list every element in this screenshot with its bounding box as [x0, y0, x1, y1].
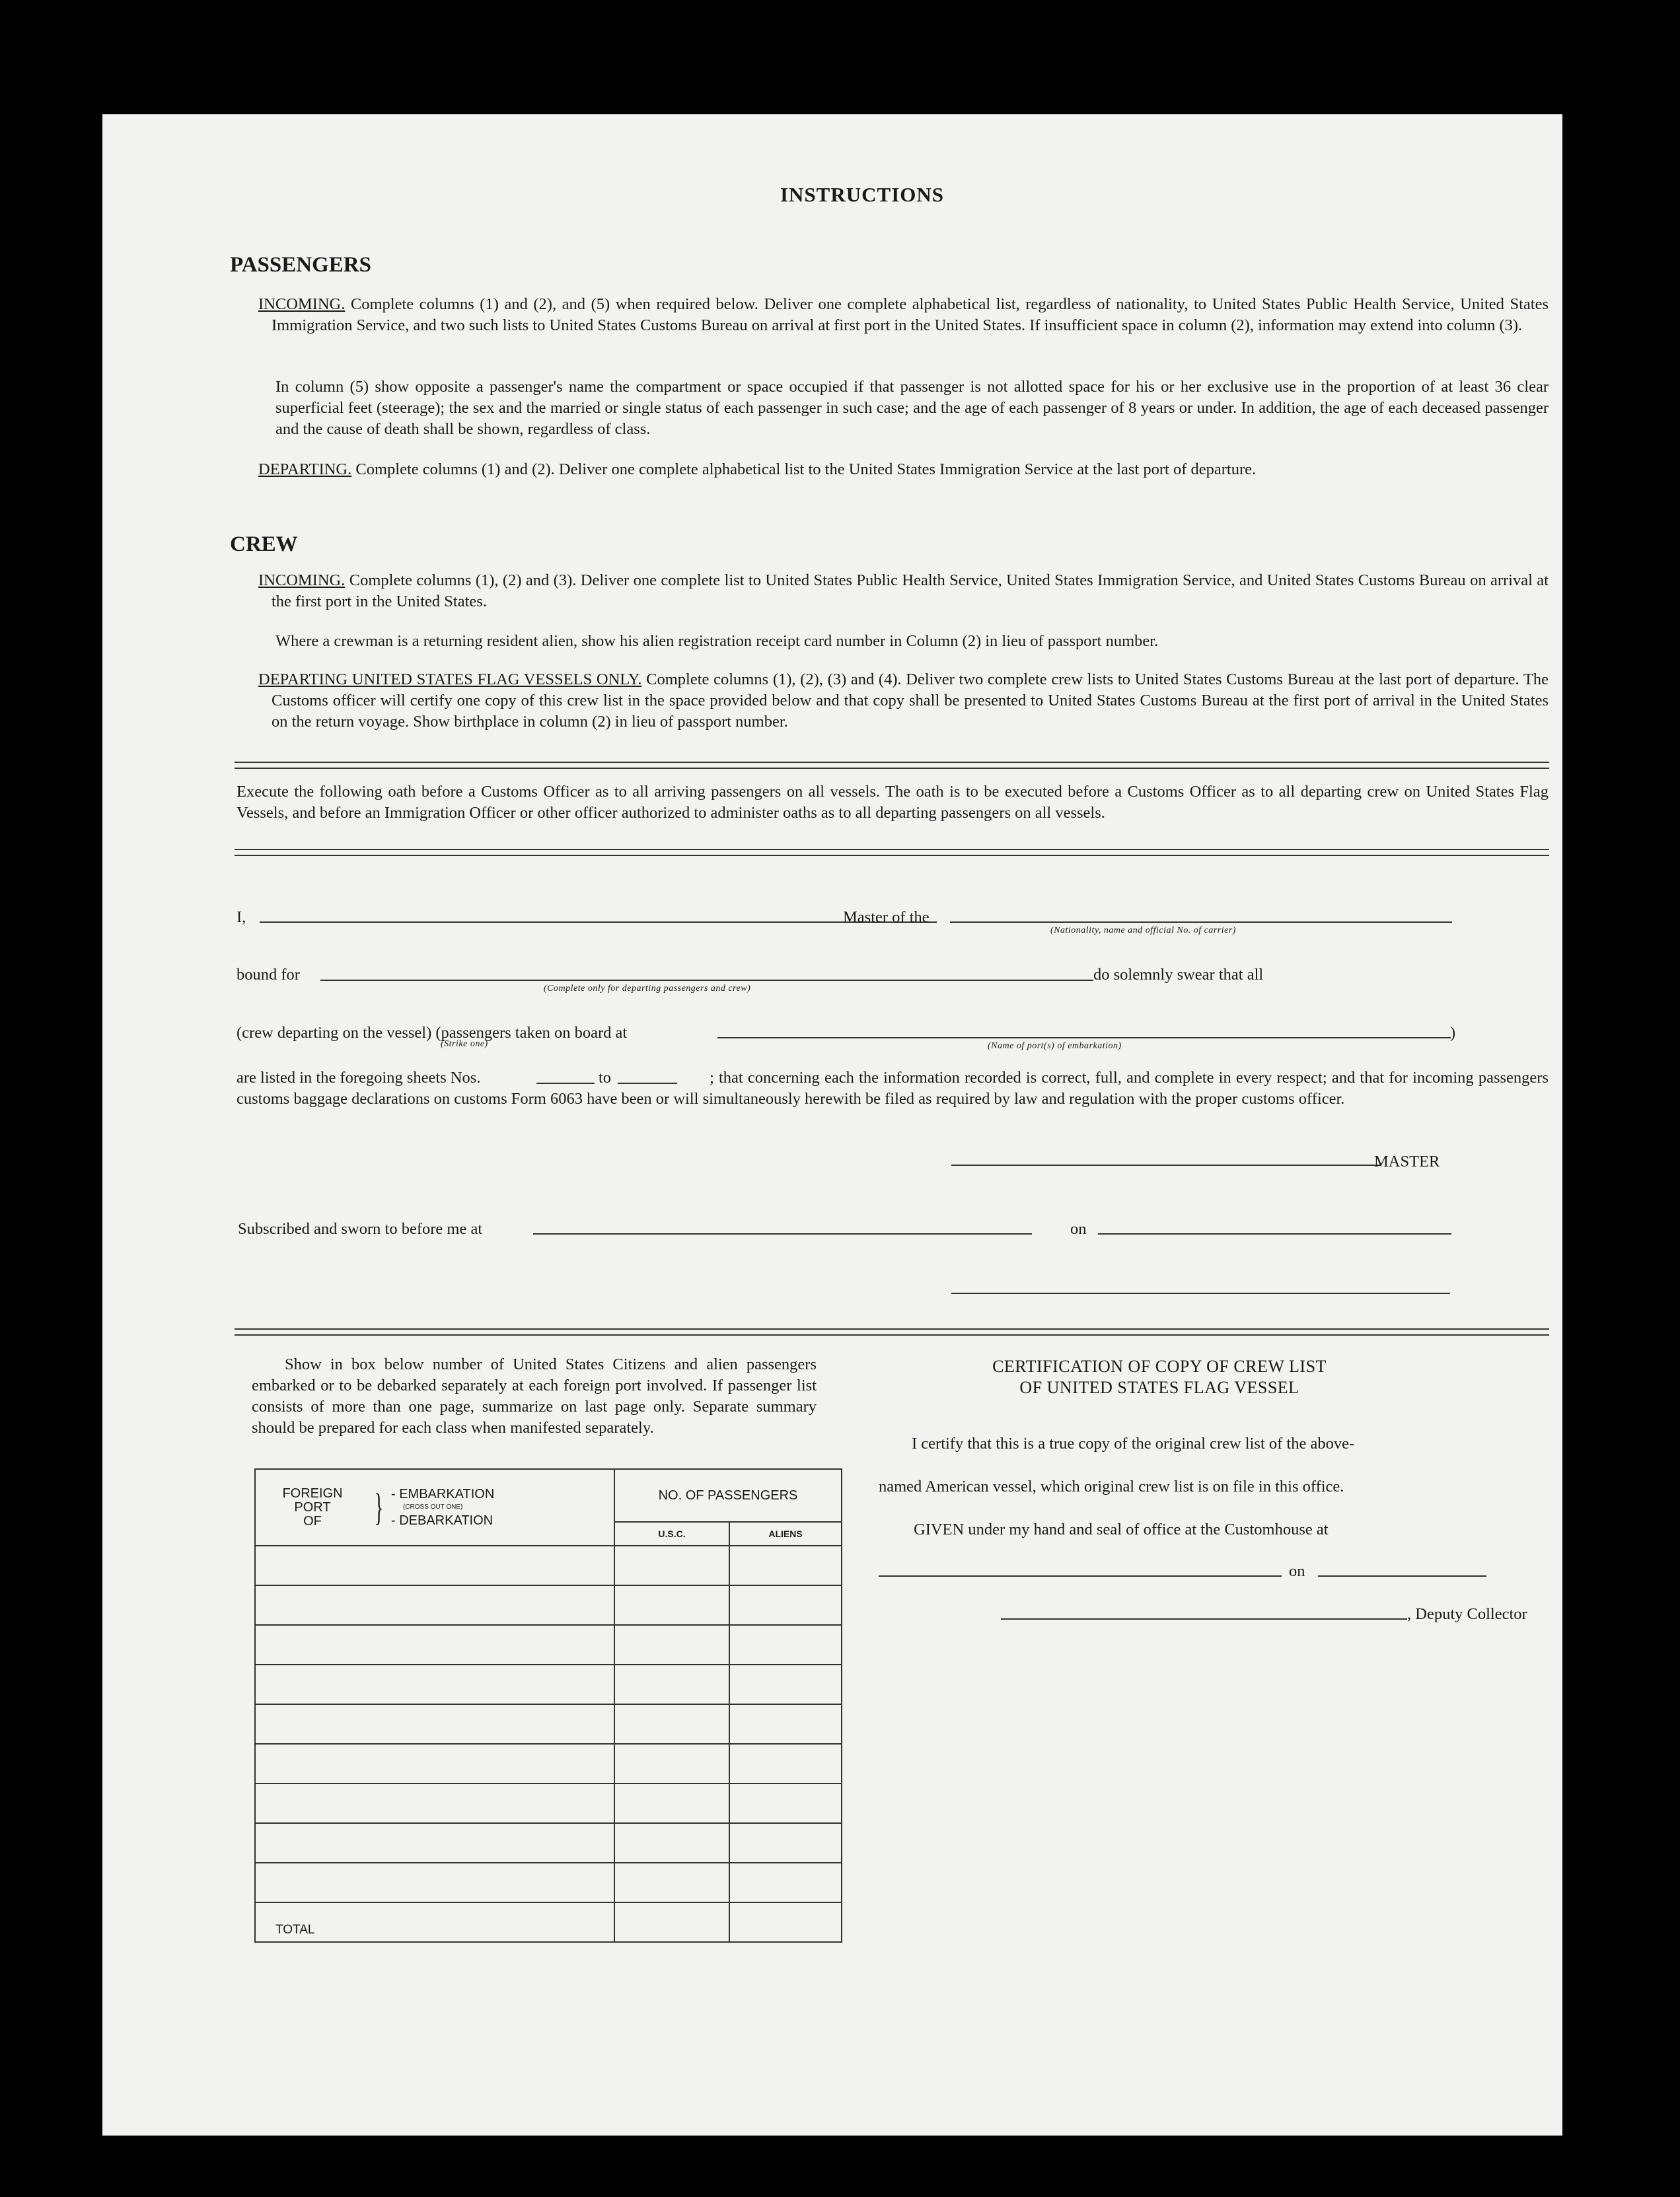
- port-cell[interactable]: [255, 1665, 614, 1704]
- embarkation-port-field[interactable]: [717, 1037, 1451, 1038]
- double-rule-top: [235, 762, 1549, 769]
- foreign-label: FOREIGN: [282, 1486, 343, 1501]
- passengers-heading: PASSENGERS: [230, 253, 371, 277]
- aliens-cell[interactable]: [729, 1665, 842, 1704]
- usc-header: U.S.C.: [614, 1522, 729, 1546]
- passengers-incoming-paragraph: [258, 294, 1549, 336]
- master-label: MASTER: [1374, 1153, 1440, 1171]
- cross-out-label: (CROSS OUT ONE): [403, 1503, 463, 1511]
- crew-resident-paragraph: Where a crewman is a returning resident alien, show his alien registration receipt card number in Column (2) in lieu of passport number.: [275, 632, 1159, 650]
- port-cell[interactable]: [255, 1546, 614, 1585]
- crew-departing-text: (crew departing on the vessel) (passengers taken on board at: [237, 1024, 628, 1042]
- certification-title: [869, 1356, 1450, 1398]
- aliens-cell[interactable]: [729, 1625, 842, 1665]
- port-cell[interactable]: [255, 1823, 614, 1863]
- crew-flag-text: Complete columns (1), (2), (3) and (4). Deliver two complete crew lists to United States Customs Bureau at the last port of departure. The Customs officer will certify one copy of this crew list in the space provided below and that copy shall be presented to United States Customs Bureau at the first port of arrival in the United States on the return voyage. Show birthplace in column (2) in lieu of passport number.: [272, 670, 1549, 731]
- subscribed-place-field[interactable]: [533, 1233, 1032, 1235]
- passengers-departing-label: DEPARTING.: [258, 460, 352, 478]
- usc-cell[interactable]: [614, 1665, 729, 1704]
- certify-date-field[interactable]: [1318, 1575, 1486, 1577]
- no-passengers-header: NO. OF PASSENGERS: [614, 1469, 842, 1522]
- embarkation-note: (Name of port(s) of embarkation): [988, 1041, 1122, 1051]
- oath-i-label: I,: [237, 908, 246, 926]
- master-name-field[interactable]: [260, 921, 937, 923]
- crew-flag-label: DEPARTING UNITED STATES FLAG VESSELS ONLY.: [258, 670, 642, 688]
- aliens-cell[interactable]: [729, 1783, 842, 1823]
- aliens-cell[interactable]: [729, 1704, 842, 1744]
- double-rule-bottom: [235, 1328, 1549, 1336]
- swear-text: do solemnly swear that all: [1093, 966, 1264, 984]
- usc-cell[interactable]: [614, 1546, 729, 1585]
- carrier-field[interactable]: [950, 921, 1452, 923]
- usc-cell[interactable]: [614, 1863, 729, 1902]
- passenger-summary-table: [254, 1468, 842, 1943]
- summary-instructions: Show in box below number of United States Citizens and alien passengers embarked or to be debarked separately at each foreign port involved. If passenger list consists of more than one page, summarize on last page only. Separate summary should be prepared for each class when manifested separately.: [252, 1355, 817, 1437]
- customhouse-field[interactable]: [879, 1575, 1282, 1577]
- usc-cell[interactable]: [614, 1783, 729, 1823]
- sheet-from-field[interactable]: [536, 1083, 595, 1084]
- passengers-departing-paragraph: [258, 459, 1549, 480]
- aliens-cell[interactable]: [729, 1546, 842, 1585]
- oath-intro: Execute the following oath before a Customs Officer as to all arriving passengers on all vessels. The oath is to be executed before a Customs Officer as to all departing crew on United States Flag Vessels, and before an Immigration Officer or other officer authorized to administer oaths as to all departing passengers on all vessels.: [237, 783, 1549, 822]
- aliens-total-cell[interactable]: [729, 1902, 842, 1942]
- port-cell[interactable]: [255, 1744, 614, 1783]
- officer-signature-field[interactable]: [951, 1293, 1450, 1294]
- form-page: [102, 114, 1562, 2136]
- subscribed-on-label: on: [1070, 1220, 1087, 1238]
- subscribed-label: Subscribed and sworn to before me at: [238, 1220, 483, 1238]
- listed-paragraph: ; that concerning each the information recorded is correct, full, and complete in every respect; and that for incoming passengers customs baggage declarations on customs Form 6063 have been or will simultaneously herewith be filed as required by law and regulation with the proper customs officer.: [237, 1069, 1549, 1108]
- aliens-header: ALIENS: [729, 1522, 842, 1546]
- close-paren: ): [1450, 1024, 1456, 1042]
- usc-total-cell[interactable]: [614, 1902, 729, 1942]
- certification-title-line1: CERTIFICATION OF COPY OF CREW LIST: [992, 1357, 1327, 1376]
- aliens-cell[interactable]: [729, 1585, 842, 1625]
- double-rule-oath: [235, 849, 1549, 856]
- certify-line2: named American vessel, which original crew list is on file in this office.: [879, 1478, 1344, 1495]
- deputy-signature-field[interactable]: [1001, 1618, 1407, 1620]
- port-cell[interactable]: [255, 1783, 614, 1823]
- given-text: GIVEN under my hand and seal of office at the Customhouse at: [914, 1521, 1329, 1538]
- port-cell[interactable]: [255, 1863, 614, 1902]
- aliens-cell[interactable]: [729, 1744, 842, 1783]
- passengers-incoming-label: INCOMING.: [258, 295, 346, 313]
- aliens-cell[interactable]: [729, 1823, 842, 1863]
- port-label: PORT: [294, 1499, 331, 1515]
- usc-cell[interactable]: [614, 1823, 729, 1863]
- bound-for-note: (Complete only for departing passengers and crew): [544, 984, 751, 993]
- listed-sheets-label: are listed in the foregoing sheets Nos.: [237, 1069, 481, 1087]
- crew-incoming-text: Complete columns (1), (2) and (3). Deliver one complete list to United States Public Health Service, United States Immigration Service, and United States Customs Bureau on arrival at the first port in the United States.: [272, 571, 1549, 610]
- usc-cell[interactable]: [614, 1625, 729, 1665]
- of-label: OF: [303, 1513, 322, 1529]
- carrier-note: (Nationality, name and official No. of carrier): [1050, 925, 1236, 935]
- bound-for-field[interactable]: [320, 980, 1093, 981]
- usc-cell[interactable]: [614, 1744, 729, 1783]
- port-header-cell: [255, 1469, 614, 1546]
- passengers-incoming-text: Complete columns (1) and (2), and (5) when required below. Deliver one complete alphabetical list, regardless of nationality, to United States Public Health Service, United States Immigration Service, and two such lists to United States Customs Bureau on arrival at first port in the United States. If insufficient space in column (2), information may extend into column (3).: [272, 295, 1549, 334]
- usc-cell[interactable]: [614, 1585, 729, 1625]
- certification-title-line2: OF UNITED STATES FLAG VESSEL: [1019, 1378, 1299, 1397]
- port-cell[interactable]: [255, 1625, 614, 1665]
- total-label: TOTAL: [255, 1902, 614, 1942]
- subscribed-date-field[interactable]: [1098, 1233, 1451, 1235]
- crew-flag-paragraph: [258, 669, 1549, 733]
- crew-incoming-paragraph: [258, 570, 1549, 612]
- port-cell[interactable]: [255, 1585, 614, 1625]
- debarkation-label: - DEBARKATION: [391, 1513, 493, 1528]
- page-title: INSTRUCTIONS: [780, 183, 944, 206]
- certify-on-label: on: [1289, 1562, 1305, 1580]
- strike-one-note: (Strike one): [441, 1039, 488, 1049]
- deputy-collector-label: , Deputy Collector: [1407, 1605, 1527, 1623]
- listed-to-label: to: [599, 1069, 612, 1087]
- sheet-to-field[interactable]: [618, 1083, 677, 1084]
- embarkation-label: - EMBARKATION: [391, 1487, 495, 1501]
- aliens-cell[interactable]: [729, 1863, 842, 1902]
- master-signature-field[interactable]: [951, 1165, 1381, 1166]
- bound-for-label: bound for: [237, 966, 300, 984]
- crew-incoming-label: INCOMING.: [258, 571, 346, 589]
- passengers-departing-text: Complete columns (1) and (2). Deliver one complete alphabetical list to the United States Immigration Service at the last port of departure.: [351, 460, 1257, 478]
- port-cell[interactable]: [255, 1704, 614, 1744]
- passengers-column5-paragraph: In column (5) show opposite a passenger's name the compartment or space occupied if that passenger is not allotted space for his or her exclusive use in the proportion of at least 36 clear superficial feet (steerage); the sex and the married or single status of each passenger in such case; and the age of each passenger of 8 years or under. In addition, the age of each deceased passenger and the cause of death shall be shown, regardless of class.: [275, 378, 1549, 438]
- crew-heading: CREW: [230, 532, 298, 556]
- certify-line1: I certify that this is a true copy of the original crew list of the above-: [912, 1435, 1355, 1453]
- brace-icon: }: [374, 1486, 384, 1529]
- usc-cell[interactable]: [614, 1704, 729, 1744]
- master-of-label: Master of the: [843, 908, 930, 926]
